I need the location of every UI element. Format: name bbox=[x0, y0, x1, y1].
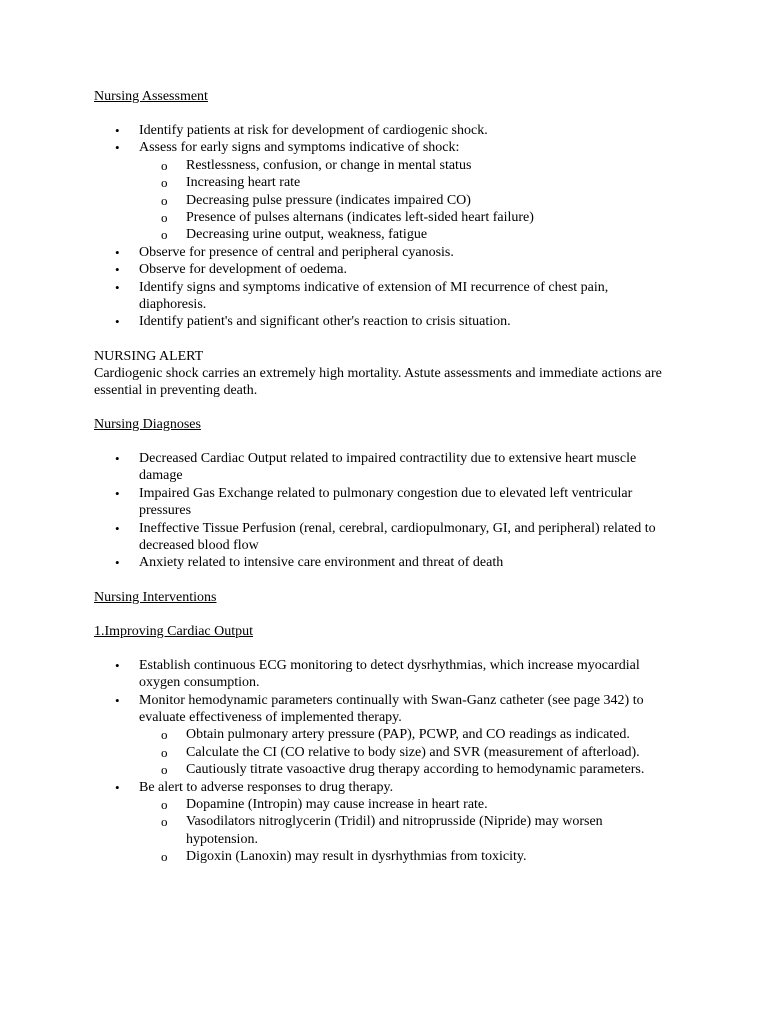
sub-list-item-text: Vasodilators nitroglycerin (Tridil) and nitroprusside (Nipride) may worsen hypotension. bbox=[186, 814, 603, 847]
list-item-text: Ineffective Tissue Perfusion (renal, cerebral, cardiopulmonary, GI, and peripheral) related to decreased blood flow bbox=[139, 520, 656, 553]
sub-list-item-text: Restlessness, confusion, or change in mental status bbox=[186, 157, 472, 173]
sub-list-item-text: Digoxin (Lanoxin) may result in dysrhythmias from toxicity. bbox=[186, 849, 527, 865]
bullet-marker: • bbox=[115, 692, 120, 708]
sub-list-item bbox=[139, 848, 668, 865]
sub-bullet-marker: o bbox=[161, 210, 168, 226]
list-item-text: Assess for early signs and symptoms indicative of shock: bbox=[139, 140, 460, 156]
sub-list-item-text: Increasing heart rate bbox=[186, 175, 301, 191]
bullet-marker: • bbox=[115, 485, 120, 501]
sub-list-item bbox=[139, 209, 668, 226]
bullet-marker: • bbox=[115, 140, 120, 156]
sub-bullet-marker: o bbox=[161, 762, 168, 778]
sub-list-item bbox=[139, 174, 668, 191]
sub-list-item bbox=[139, 796, 668, 813]
heading-nursing-assessment: Nursing Assessment bbox=[94, 89, 208, 104]
sub-bullet-marker: o bbox=[161, 192, 168, 208]
sub-bullet-marker: o bbox=[161, 227, 168, 243]
list-item-text: Monitor hemodynamic parameters continually with Swan-Ganz catheter (see page 342) to evaluate effectiveness of implemented therapy. bbox=[139, 692, 644, 725]
sub-list-item-text: Obtain pulmonary artery pressure (PAP), PCWP, and CO readings as indicated. bbox=[186, 727, 630, 743]
list-item-text: Identify patients at risk for development of cardiogenic shock. bbox=[139, 123, 488, 138]
list-item-text: Observe for presence of central and peripheral cyanosis. bbox=[139, 244, 454, 260]
bullet-marker: • bbox=[115, 244, 120, 260]
sub-list-item bbox=[139, 761, 668, 778]
bullet-marker: • bbox=[115, 779, 120, 795]
list-item bbox=[94, 139, 668, 243]
sub-bullet-marker: o bbox=[161, 175, 168, 191]
sub-list-item bbox=[139, 157, 668, 174]
nursing-alert-title: NURSING ALERT bbox=[94, 348, 204, 364]
sub-bullet-marker: o bbox=[161, 814, 168, 830]
list-item-text: Be alert to adverse responses to drug therapy. bbox=[139, 779, 394, 795]
bullet-marker: • bbox=[115, 657, 120, 673]
sub-bullet-marker: o bbox=[161, 157, 168, 173]
sub-list bbox=[139, 796, 668, 866]
sub-list-item-text: Decreasing urine output, weakness, fatigue bbox=[186, 227, 428, 243]
list-item-text: Observe for development of oedema. bbox=[139, 262, 347, 278]
sub-list-item bbox=[139, 192, 668, 209]
list-item-text: Identify signs and symptoms indicative of extension of MI recurrence of chest pain, diaphoresis. bbox=[139, 279, 609, 313]
list-item bbox=[94, 261, 668, 278]
bullet-marker: • bbox=[115, 123, 120, 138]
sub-bullet-marker: o bbox=[161, 796, 168, 812]
list-item bbox=[94, 692, 668, 779]
sub-list-item-text: Cautiously titrate vasoactive drug therapy according to hemodynamic parameters. bbox=[186, 762, 645, 778]
sub-list bbox=[139, 157, 668, 244]
list-item bbox=[94, 657, 668, 692]
sub-list-item-text: Calculate the CI (CO relative to body size) and SVR (measurement of afterload). bbox=[186, 744, 640, 760]
bullet-marker: • bbox=[115, 279, 120, 295]
bullet-marker: • bbox=[115, 314, 120, 330]
sub-list-item bbox=[139, 813, 668, 848]
list-item bbox=[94, 450, 668, 485]
sub-list-item-text: Dopamine (Intropin) may cause increase in heart rate. bbox=[186, 796, 488, 812]
sub-list-item-text: Decreasing pulse pressure (indicates impaired CO) bbox=[186, 192, 471, 208]
list-item bbox=[94, 779, 668, 866]
sub-bullet-marker: o bbox=[161, 849, 168, 865]
list-item bbox=[94, 122, 668, 139]
interventions-list bbox=[94, 657, 668, 866]
list-item bbox=[94, 554, 668, 571]
sub-bullet-marker: o bbox=[161, 744, 168, 760]
sub-list-item-text: Presence of pulses alternans (indicates left-sided heart failure) bbox=[186, 210, 534, 226]
list-item bbox=[94, 279, 668, 314]
list-item-text: Identify patient's and significant other's reaction to crisis situation. bbox=[139, 314, 511, 330]
sub-list-item bbox=[139, 726, 668, 743]
list-item-text: Establish continuous ECG monitoring to detect dysrhythmias, which increase myocardial oxygen consumption. bbox=[139, 657, 640, 691]
list-item-text: Decreased Cardiac Output related to impaired contractility due to extensive heart muscle damage bbox=[139, 450, 637, 484]
nursing-alert-body: Cardiogenic shock carries an extremely high mortality. Astute assessments and immediate actions are essential in preventing death. bbox=[94, 365, 662, 398]
heading-improving-cardiac-output: 1.Improving Cardiac Output bbox=[94, 623, 254, 639]
sub-list bbox=[139, 726, 668, 778]
bullet-marker: • bbox=[115, 520, 120, 536]
diagnoses-list bbox=[94, 450, 668, 572]
list-item-text: Anxiety related to intensive care environment and threat of death bbox=[139, 555, 504, 571]
bullet-marker: • bbox=[115, 450, 120, 466]
assessment-list bbox=[94, 122, 668, 331]
list-item bbox=[94, 485, 668, 520]
bullet-marker: • bbox=[115, 555, 120, 571]
list-item bbox=[94, 244, 668, 261]
list-item bbox=[94, 313, 668, 330]
sub-bullet-marker: o bbox=[161, 727, 168, 743]
list-item-text: Impaired Gas Exchange related to pulmonary congestion due to elevated left ventricular pressures bbox=[139, 485, 633, 519]
heading-nursing-interventions: Nursing Interventions bbox=[94, 589, 217, 605]
sub-list-item bbox=[139, 744, 668, 761]
heading-nursing-diagnoses: Nursing Diagnoses bbox=[94, 416, 201, 432]
list-item bbox=[94, 520, 668, 555]
sub-list-item bbox=[139, 226, 668, 243]
bullet-marker: • bbox=[115, 262, 120, 278]
